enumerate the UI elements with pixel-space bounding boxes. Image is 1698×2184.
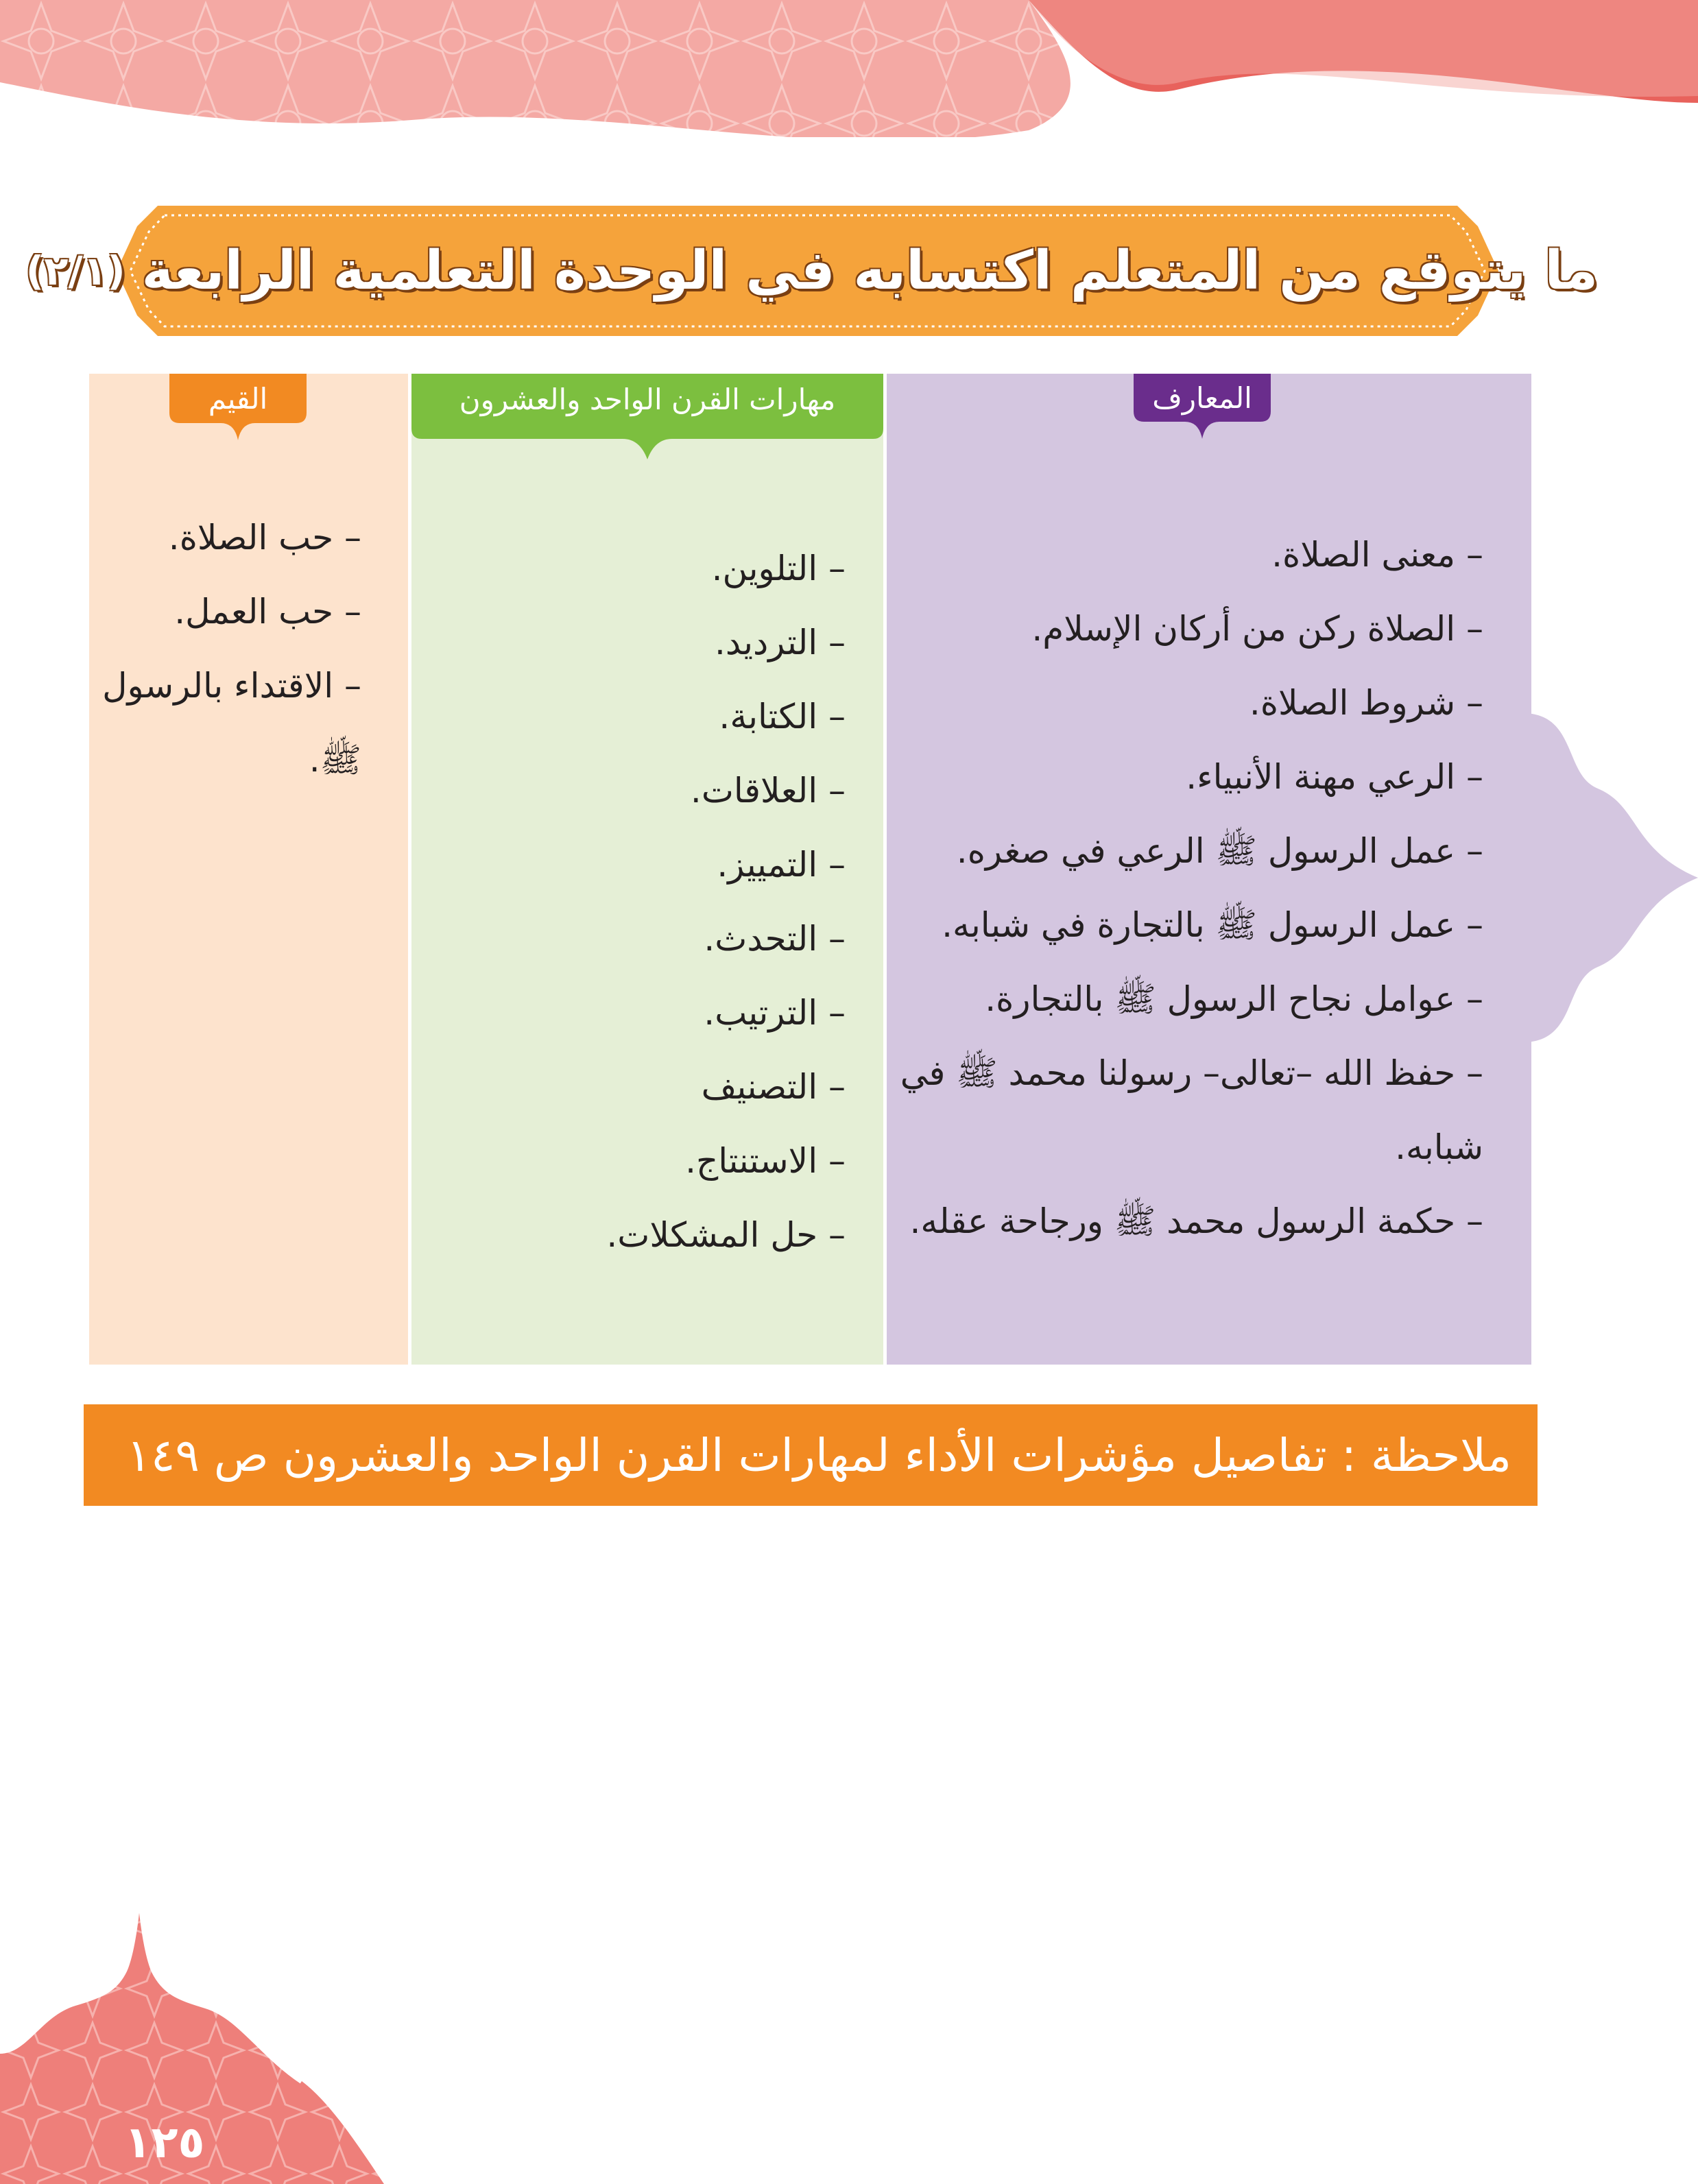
side-tab-decoration <box>1522 713 1698 1042</box>
list-item: – الاقتداء بالرسول ﷺ. <box>102 666 361 780</box>
list-item: – الكتابة. <box>719 697 846 736</box>
list-item: – حل المشكلات. <box>606 1215 846 1255</box>
list-item: – التحدث. <box>704 919 846 959</box>
list-item: – عوامل نجاح الرسول ﷺ بالتجارة. <box>985 979 1483 1019</box>
title-banner <box>25 206 1598 336</box>
values-header <box>169 374 307 423</box>
knowledge-column <box>887 374 1531 1365</box>
list-item: – التلوين. <box>711 549 846 588</box>
list-item: – التمييز. <box>717 845 846 885</box>
page-title <box>25 206 1612 336</box>
knowledge-list <box>894 518 1483 1258</box>
values-header-label: القيم <box>208 381 268 416</box>
list-item: – الرعي مهنة الأنبياء. <box>1186 757 1483 797</box>
list-item: – عمل الرسول ﷺ الرعي في صغره. <box>956 831 1483 871</box>
skills-column <box>411 374 883 1365</box>
page-number: ١٢٥ <box>124 2117 205 2168</box>
list-item: – شروط الصلاة. <box>1249 683 1483 723</box>
list-item: – حب الصلاة. <box>168 518 361 557</box>
title-part: (٢/١) <box>25 248 125 294</box>
skills-header-label: مهارات القرن الواحد والعشرون <box>459 383 836 416</box>
note-text: ملاحظة : تفاصيل مؤشرات الأداء لمهارات القرن الواحد والعشرون ص ١٤٩ <box>126 1428 1511 1482</box>
list-item: – حفظ الله –تعالى– رسولنا محمد ﷺ في شبابه. <box>900 1053 1483 1167</box>
skills-header <box>411 374 883 439</box>
list-item: – الاستنتاج. <box>685 1141 846 1181</box>
values-list <box>87 501 361 797</box>
skills-list <box>434 531 846 1272</box>
list-item: – العلاقات. <box>690 771 846 811</box>
knowledge-header-label: المعارف <box>1152 381 1252 415</box>
list-item: – حب العمل. <box>174 592 361 632</box>
knowledge-header <box>1134 374 1271 422</box>
title-main: ما يتوقع من المتعلم اكتسابه في الوحدة التعلمية الرابعة <box>141 240 1598 302</box>
top-decorative-border <box>0 0 1698 137</box>
list-item: – عمل الرسول ﷺ بالتجارة في شبابه. <box>942 905 1483 945</box>
list-item: – حكمة الرسول محمد ﷺ ورجاحة عقله. <box>909 1201 1483 1241</box>
list-item: – الترتيب. <box>704 993 846 1033</box>
list-item: – التصنيف <box>701 1067 846 1107</box>
list-item: – الصلاة ركن من أركان الإسلام. <box>1031 609 1483 649</box>
note-bar <box>84 1404 1538 1506</box>
list-item: – الترديد. <box>714 623 846 662</box>
values-column <box>89 374 408 1365</box>
list-item: – معنى الصلاة. <box>1271 535 1483 575</box>
